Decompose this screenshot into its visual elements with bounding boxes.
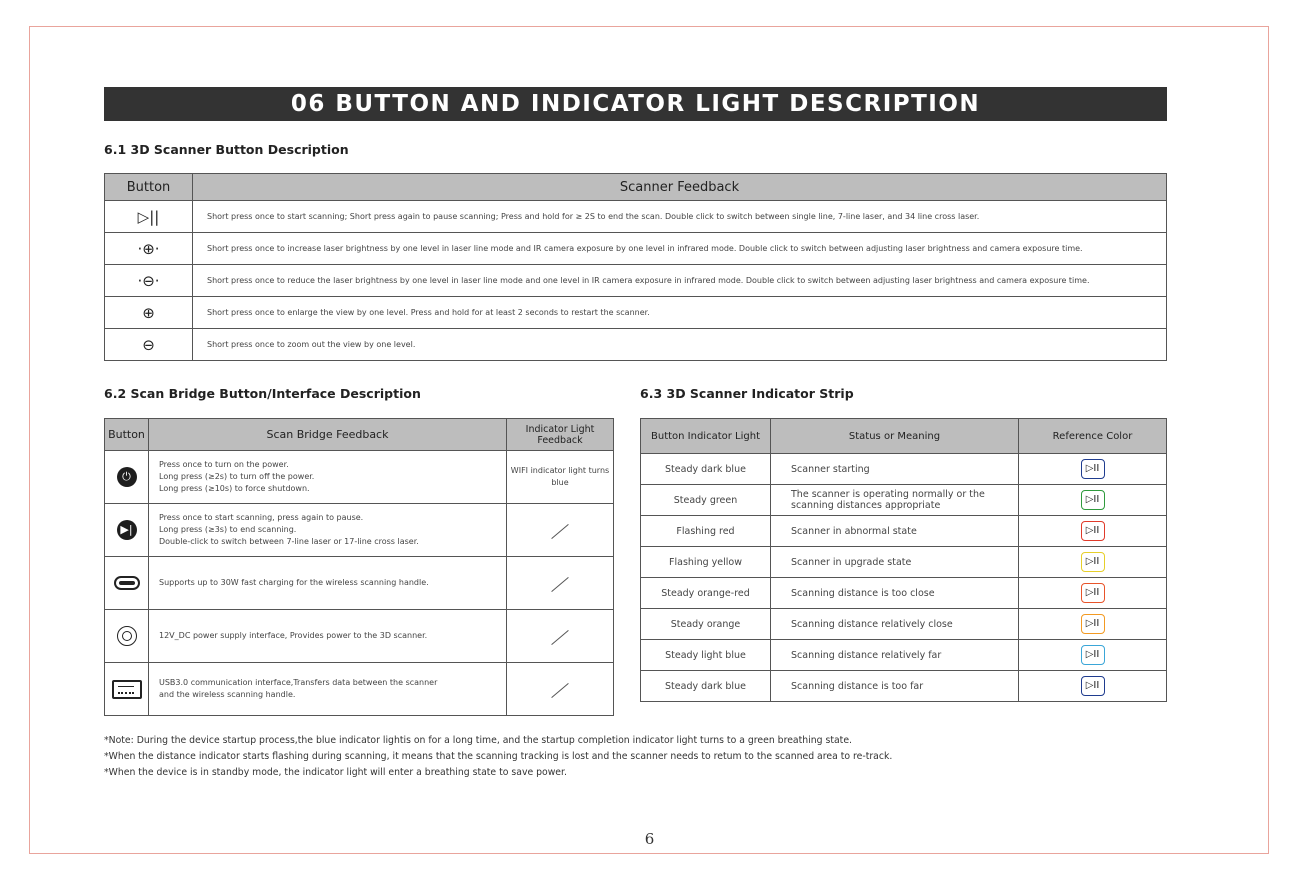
column-header: Status or Meaning <box>771 419 1019 454</box>
feedback-text: Short press once to increase laser brightness by one level in laser line mode and IR camera exposure by one level in infrared mode. Double click to switch between adjusting laser brightness and camera exposure time. <box>193 233 1167 265</box>
footnotes <box>104 733 892 781</box>
table-row <box>641 485 1167 516</box>
column-header: Button <box>105 419 149 451</box>
feedback-text: Short press once to zoom out the view by one level. <box>193 329 1167 361</box>
status-meaning: Scanner starting <box>771 454 1019 485</box>
play-pause-badge-icon: ▷II <box>1081 459 1105 479</box>
status-meaning: Scanner in abnormal state <box>771 516 1019 547</box>
feedback-line: Long press (≥10s) to force shutdown. <box>159 484 310 493</box>
reference-color-cell <box>1019 485 1167 516</box>
status-meaning: Scanning distance relatively close <box>771 609 1019 640</box>
play-pause-badge-icon: ▷II <box>1081 614 1105 634</box>
status-meaning: Scanning distance is too close <box>771 578 1019 609</box>
play-pause-badge-icon: ▷II <box>1081 676 1105 696</box>
status-meaning: The scanner is operating normally or the scanning distances appropriate <box>771 485 1019 516</box>
column-header: Button Indicator Light <box>641 419 771 454</box>
play-end-icon: ▶| <box>117 520 137 540</box>
light-name: Steady orange <box>641 609 771 640</box>
table-row <box>105 557 614 610</box>
light-name: Flashing red <box>641 516 771 547</box>
status-meaning: Scanning distance is too far <box>771 671 1019 702</box>
feedback-text: Supports up to 30W fast charging for the wireless scanning handle. <box>149 557 507 610</box>
table-row <box>641 671 1167 702</box>
light-name: Steady dark blue <box>641 671 771 702</box>
feedback-line: and the wireless scanning handle. <box>159 690 296 699</box>
column-header: Scanner Feedback <box>193 174 1167 201</box>
play-pause-icon: ▷|| <box>105 201 193 233</box>
feedback-text <box>149 504 507 557</box>
indicator-strip-table <box>640 418 1167 702</box>
table-header-row <box>105 174 1167 201</box>
table-row <box>641 609 1167 640</box>
column-header: Scan Bridge Feedback <box>149 419 507 451</box>
feedback-line: USB3.0 communication interface,Transfers data between the scanner <box>159 678 438 687</box>
section-heading-6-2: 6.2 Scan Bridge Button/Interface Description <box>104 386 421 401</box>
feedback-line: Double-click to switch between 7-line laser or 17-line cross laser. <box>159 537 419 546</box>
table-row <box>105 663 614 716</box>
reference-color-cell <box>1019 578 1167 609</box>
page-title-banner: 06 BUTTON AND INDICATOR LIGHT DESCRIPTION <box>104 87 1167 121</box>
reference-color-cell <box>1019 640 1167 671</box>
status-meaning: Scanning distance relatively far <box>771 640 1019 671</box>
light-name: Steady green <box>641 485 771 516</box>
table-header-row <box>641 419 1167 454</box>
table-row <box>641 454 1167 485</box>
feedback-line: Press once to turn on the power. <box>159 460 289 469</box>
section-heading-6-3: 6.3 3D Scanner Indicator Strip <box>640 386 854 401</box>
reference-color-cell <box>1019 671 1167 702</box>
feedback-text: Short press once to start scanning; Short press again to pause scanning; Press and hold for ≥ 2S to end the scan. Double click to switch between single line, 7-line laser, and 34 line cross laser. <box>193 201 1167 233</box>
light-name: Steady dark blue <box>641 454 771 485</box>
dc-power-icon <box>117 626 137 646</box>
table-row <box>641 516 1167 547</box>
play-pause-badge-icon: ▷II <box>1081 490 1105 510</box>
slash-mark <box>551 524 568 539</box>
table-row <box>105 233 1167 265</box>
footnote: *Note: During the device startup process,the blue indicator lightis on for a long time, and the startup completion indicator light turns to a green breathing state. <box>104 735 852 746</box>
light-name: Flashing yellow <box>641 547 771 578</box>
column-header: Indicator Light Feedback <box>507 419 614 451</box>
play-pause-badge-icon: ▷II <box>1081 645 1105 665</box>
table-row <box>105 329 1167 361</box>
scanner-button-table <box>104 173 1167 361</box>
footnote: *When the device is in standby mode, the indicator light will enter a breathing state to save power. <box>104 767 567 778</box>
reference-color-cell <box>1019 454 1167 485</box>
indicator-feedback: WIFI indicator light turns blue <box>507 451 614 504</box>
play-pause-badge-icon: ▷II <box>1081 583 1105 603</box>
light-name: Steady orange-red <box>641 578 771 609</box>
table-row <box>105 265 1167 297</box>
power-icon: ⏻ <box>117 467 137 487</box>
table-header-row <box>105 419 614 451</box>
charging-port-icon <box>114 576 140 590</box>
reference-color-cell <box>1019 547 1167 578</box>
play-pause-badge-icon: ▷II <box>1081 552 1105 572</box>
usb-port-icon <box>112 680 142 699</box>
indicator-feedback-empty <box>507 610 614 663</box>
slash-mark <box>551 683 568 698</box>
table-row <box>105 297 1167 329</box>
scan-bridge-table <box>104 418 614 716</box>
icon-cell <box>105 504 149 557</box>
zoom-out-icon: ⊖ <box>105 329 193 361</box>
feedback-text <box>149 663 507 716</box>
status-meaning: Scanner in upgrade state <box>771 547 1019 578</box>
icon-cell <box>105 610 149 663</box>
icon-cell <box>105 557 149 610</box>
feedback-text: 12V_DC power supply interface, Provides power to the 3D scanner. <box>149 610 507 663</box>
light-name: Steady light blue <box>641 640 771 671</box>
brightness-up-icon: ·⊕· <box>105 233 193 265</box>
table-row <box>641 640 1167 671</box>
icon-cell <box>105 663 149 716</box>
column-header: Button <box>105 174 193 201</box>
reference-color-cell <box>1019 609 1167 640</box>
feedback-line: Long press (≥2s) to turn off the power. <box>159 472 315 481</box>
feedback-text: Short press once to reduce the laser brightness by one level in laser line mode and one level in IR camera exposure in infrared mode. Double click to switch between adjusting laser brightness and camera exposure time. <box>193 265 1167 297</box>
indicator-feedback-empty <box>507 557 614 610</box>
feedback-text <box>149 451 507 504</box>
feedback-line: Press once to start scanning, press again to pause. <box>159 513 364 522</box>
column-header: Reference Color <box>1019 419 1167 454</box>
table-row <box>105 451 614 504</box>
indicator-feedback-empty <box>507 663 614 716</box>
table-row <box>641 547 1167 578</box>
table-row <box>105 610 614 663</box>
zoom-in-icon: ⊕ <box>105 297 193 329</box>
table-row <box>641 578 1167 609</box>
indicator-feedback-empty <box>507 504 614 557</box>
brightness-down-icon: ·⊖· <box>105 265 193 297</box>
footnote: *When the distance indicator starts flashing during scanning, it means that the scanning tracking is lost and the scanner needs to retum to the scanned area to re-track. <box>104 751 893 762</box>
section-heading-6-1: 6.1 3D Scanner Button Description <box>104 142 349 157</box>
icon-cell <box>105 451 149 504</box>
reference-color-cell <box>1019 516 1167 547</box>
play-pause-badge-icon: ▷II <box>1081 521 1105 541</box>
feedback-text: Short press once to enlarge the view by one level. Press and hold for at least 2 seconds to restart the scanner. <box>193 297 1167 329</box>
page-number: 6 <box>644 830 655 848</box>
table-row <box>105 201 1167 233</box>
slash-mark <box>551 630 568 645</box>
feedback-line: Long press (≥3s) to end scanning. <box>159 525 297 534</box>
slash-mark <box>551 577 568 592</box>
table-row <box>105 504 614 557</box>
